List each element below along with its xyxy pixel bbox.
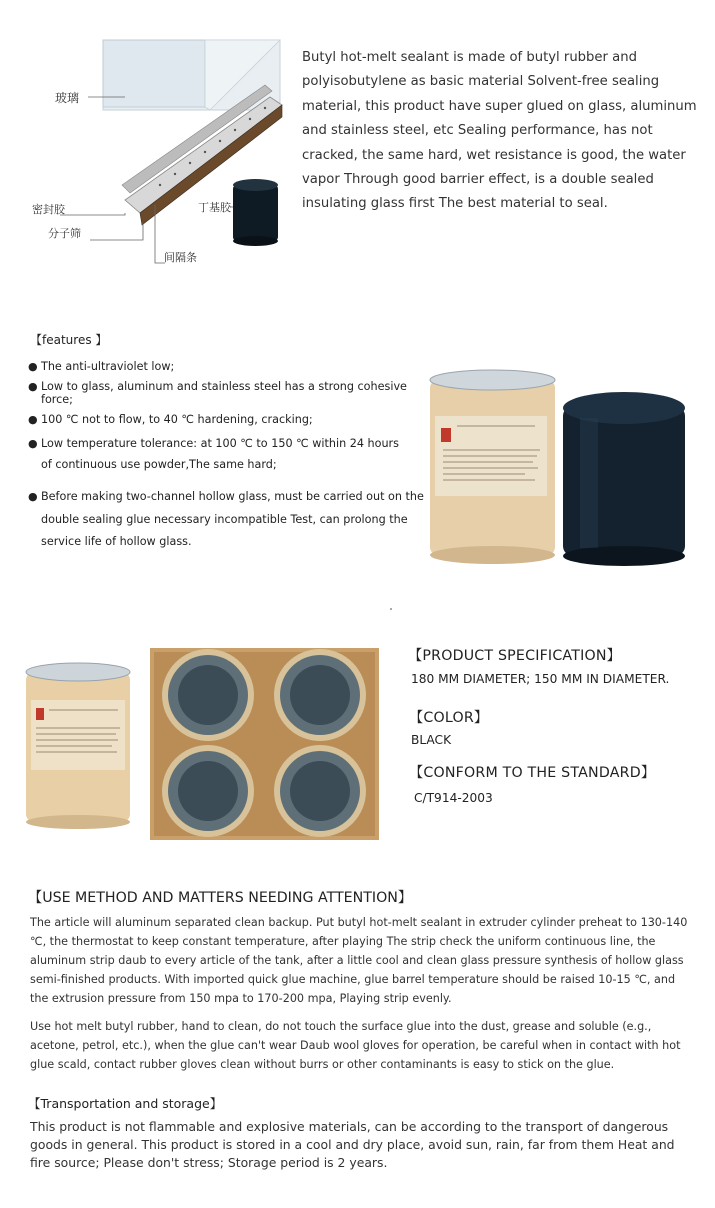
spec-standard-value: C/T914-2003 — [414, 791, 493, 805]
feature-item: ● Before making two-channel hollow glass, must be carried out on the double sealing glue necessary incompatible Test, can prolong the service life of hollow glass. — [28, 486, 428, 554]
roll-top-icon — [162, 649, 254, 741]
label-butyl: 丁基胶 — [198, 201, 231, 214]
feature-item: ● Low to glass, aluminum and stainless steel has a strong cohesive force; — [28, 380, 407, 406]
spec-product-value: 180 MM DIAMETER; 150 MM IN DIAMETER. — [411, 672, 670, 686]
boxed-rolls-photo — [150, 648, 379, 840]
transport-title: 【Transportation and storage】 — [28, 1096, 223, 1111]
features-title: 【features 】 — [30, 333, 108, 347]
usage-title: 【USE METHOD AND MATTERS NEEDING ATTENTION】 — [28, 890, 413, 906]
label-glass: 玻璃 — [55, 91, 80, 105]
label-sealant: 密封胶 — [32, 203, 65, 216]
kraft-can-photo — [22, 660, 134, 830]
bullet-icon: ● — [28, 437, 38, 450]
roll-top-icon — [162, 745, 254, 837]
usage-paragraph-2: Use hot melt butyl rubber, hand to clean, do not touch the surface glue into the dust, grease and soluble (e.g., acetone, petrol, etc.), when the glue can't wear Daub wool gloves for operation, be careful when in contact with hot glue scald, contact rubber gloves clean without burrs or other contaminants is easy to stick on the glue. — [30, 1020, 681, 1071]
feature-item: ● The anti-ultraviolet low; — [28, 360, 175, 373]
spec-color-title: 【COLOR】 — [409, 710, 489, 726]
usage-paragraph-1: The article will aluminum separated clean backup. Put butyl hot-melt sealant in extruder cylinder preheat to 130-140 ℃, the thermostat to keep constant temperature, after playing The strip check the uniform continuous line, the aluminum strip daub to every article of the tank, after a little cool and clean glass pressure synthesis of hollow glass semi-finished products. With imported quick glue machine, glue barrel temperature should be raised 10-15 ℃, and the extrusion pressure from 150 mpa to 170-200 mpa, Playing strip evenly. — [30, 916, 688, 1005]
insulating-glass-diagram — [30, 35, 292, 270]
transport-paragraph: This product is not flammable and explosive materials, can be according to the transport of dangerous goods in general. This product is stored in a cool and dry place, avoid sun, rain, far from them Heat and fire source; Please don't stress; Storage period is 2 years. — [30, 1119, 675, 1171]
bullet-icon: ● — [28, 490, 38, 503]
kraft-can-icon — [430, 370, 555, 564]
features-list — [28, 360, 428, 554]
spec-color-value: BLACK — [411, 733, 452, 747]
bullet-icon: ● — [28, 380, 38, 393]
label-spacer: 间隔条 — [164, 251, 197, 264]
roll-top-icon — [274, 649, 366, 741]
bullet-icon: ● — [28, 413, 38, 426]
roll-top-icon — [274, 745, 366, 837]
butyl-can-icon — [233, 179, 278, 246]
label-sieve: 分子筛 — [48, 227, 81, 240]
spec-product-title: 【PRODUCT SPECIFICATION】 — [408, 648, 622, 664]
spec-standard-title: 【CONFORM TO THE STANDARD】 — [409, 765, 656, 781]
black-roll-icon — [563, 392, 685, 566]
feature-item: ● 100 ℃ not to flow, to 40 ℃ hardening, cracking; — [28, 413, 313, 426]
intro-paragraph: Butyl hot-melt sealant is made of butyl rubber and polyisobutylene as basic material Solvent-free sealing material, this product have super glued on glass, aluminum and stainless steel, etc Sealing performance, has not cracked, the same hard, wet resistance is good, the water vapor Through good barrier effect, is a double sealed insulating glass first The best material to seal. — [302, 50, 697, 212]
product-cans-photo — [425, 368, 693, 573]
divider-dot — [390, 608, 392, 610]
feature-item: ● Low temperature tolerance: at 100 ℃ to 150 ℃ within 24 hours of continuous use powder,The same hard; — [28, 433, 428, 475]
bullet-icon: ● — [28, 360, 38, 373]
